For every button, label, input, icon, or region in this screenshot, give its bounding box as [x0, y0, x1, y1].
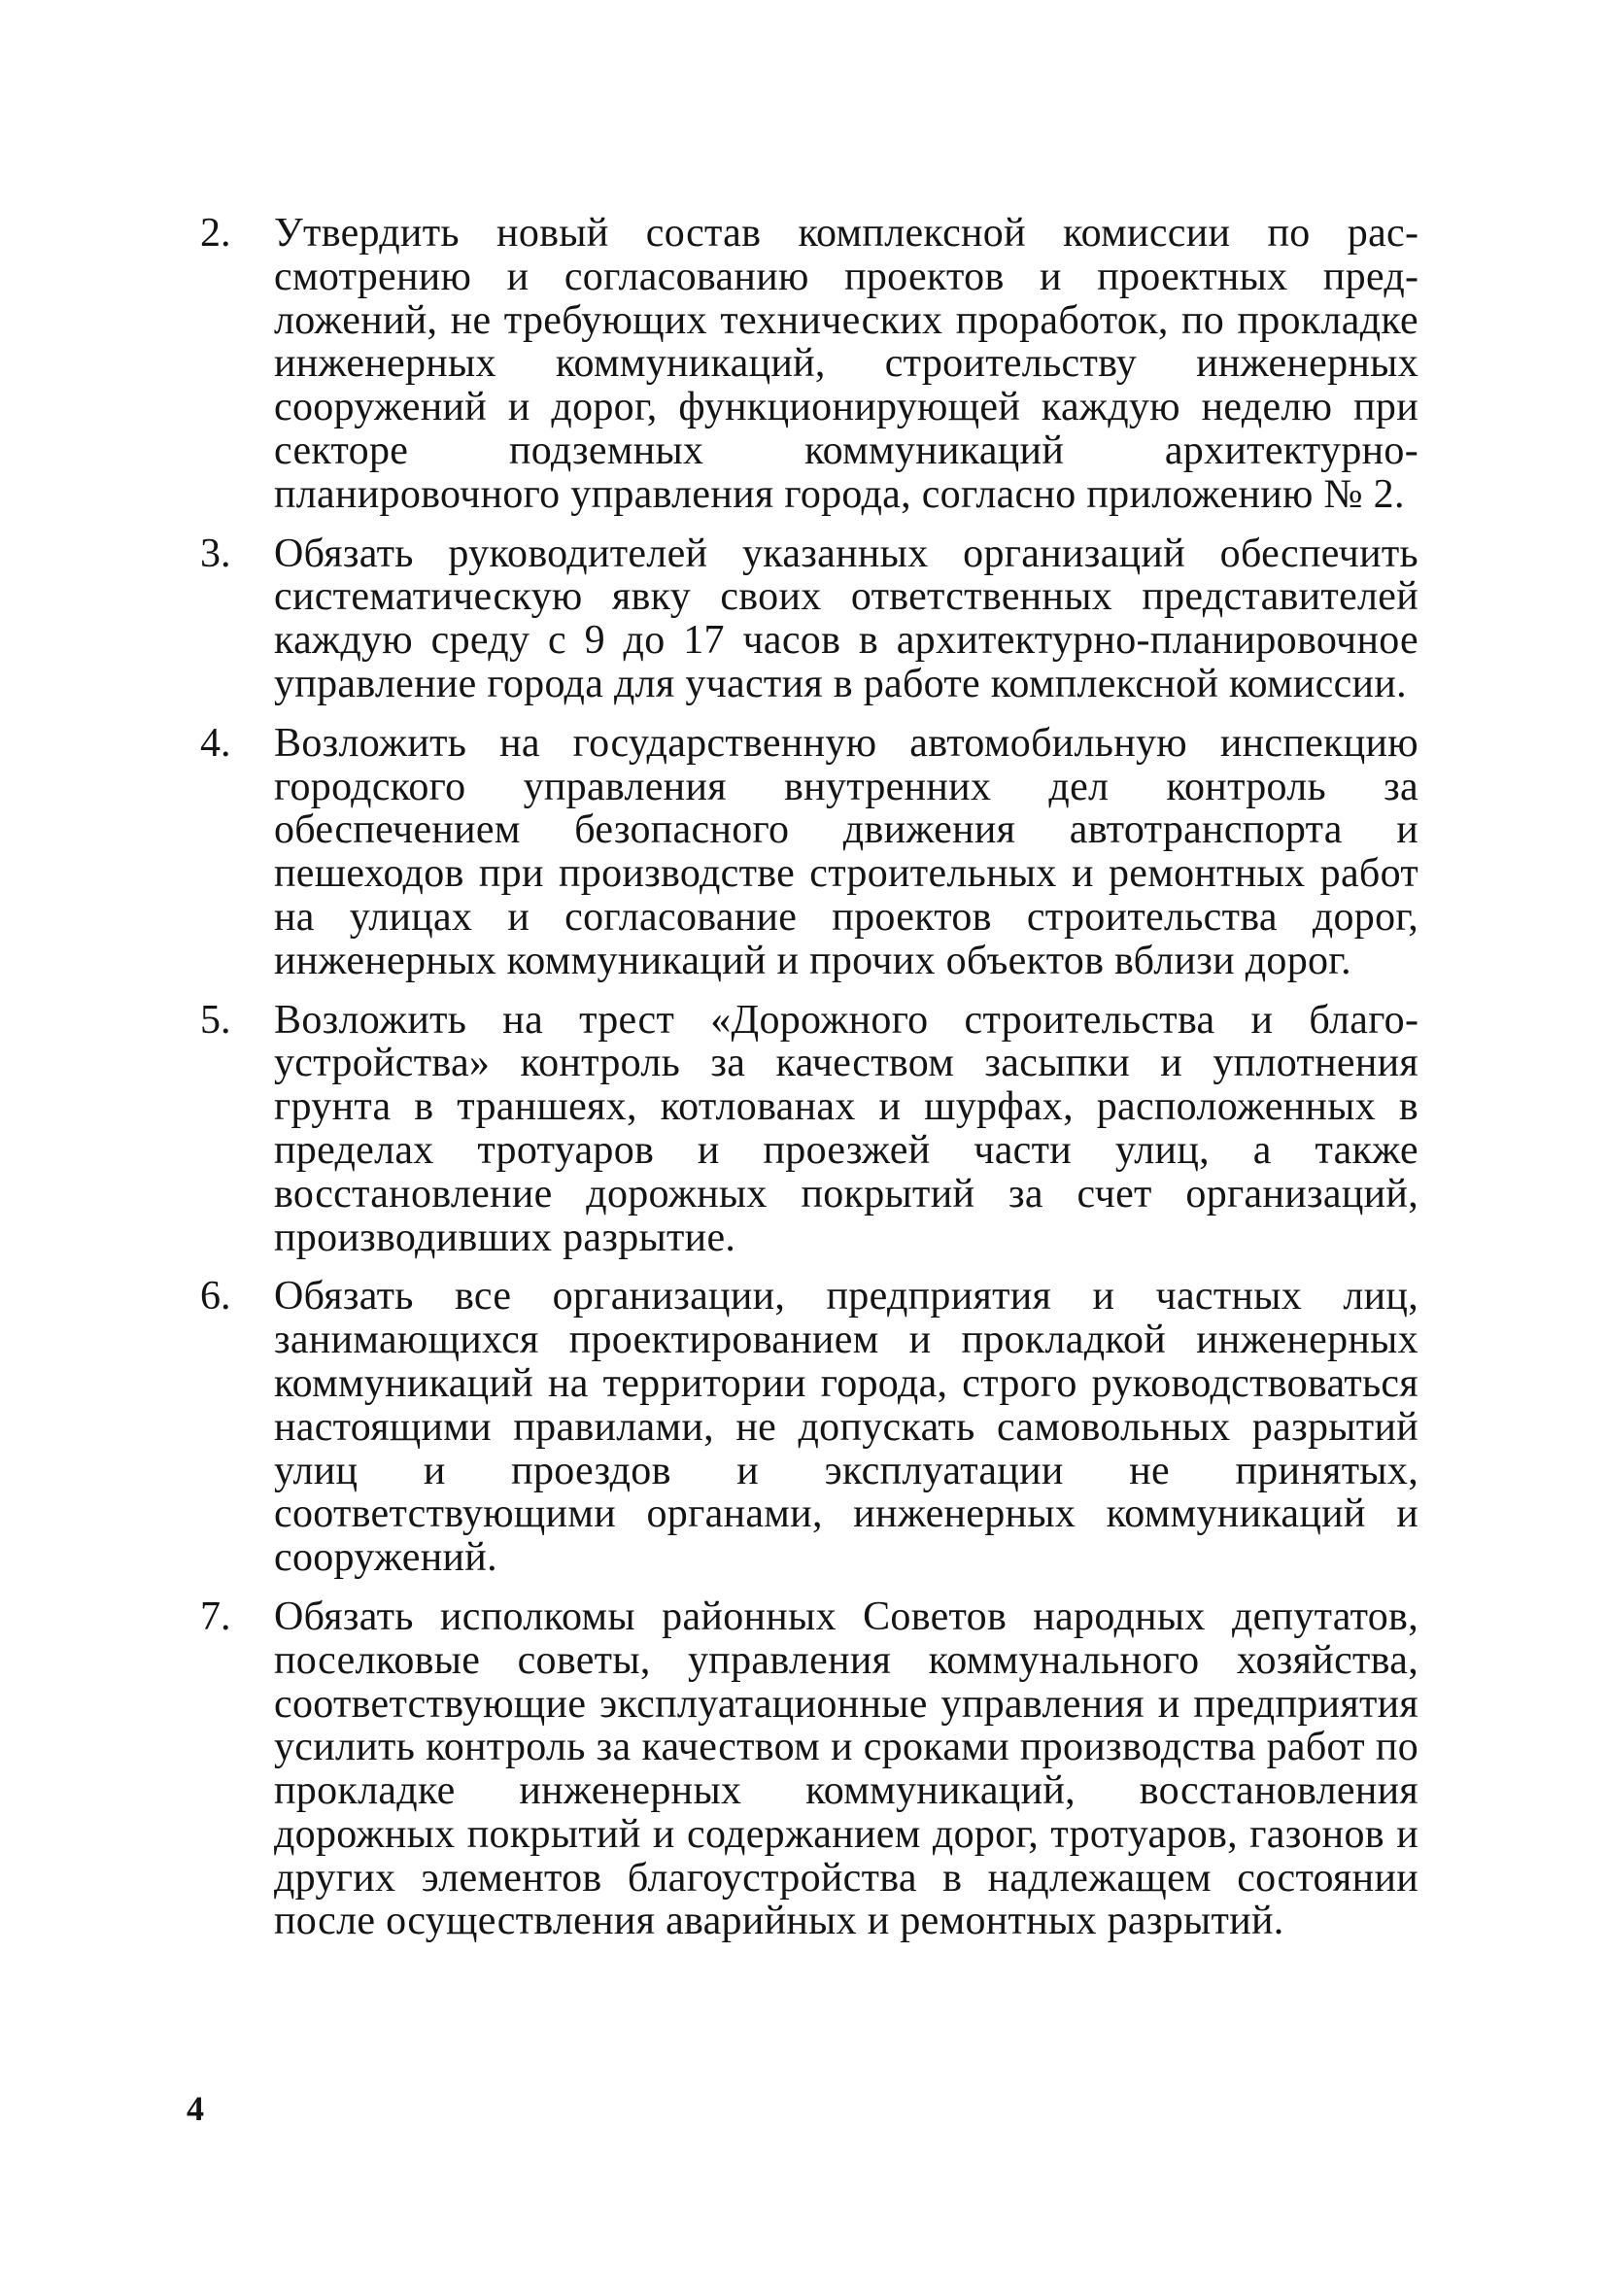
item-text: Обязать все организации, предприятия и частных лиц, занимающихся проектированием и прокладкой инженерных коммуникаций на территории города, строго руководствоваться настоящими правилами, не допускать самовольных разрытий улиц и проездов и эксплуатации не принятых, соответствующими органами, инженерных коммуникаций и сооружений. [274, 1274, 1418, 1581]
page-number: 4 [187, 2089, 204, 2128]
numbered-list [194, 212, 1418, 1959]
item-number: 3. [200, 531, 231, 576]
item-number: 4. [200, 720, 231, 766]
list-item-3 [194, 532, 1418, 706]
item-number: 5. [200, 997, 231, 1043]
list-item-5 [194, 999, 1418, 1260]
item-number: 6. [200, 1274, 231, 1319]
item-text: Возложить на государственную автомобильную инспекцию городского управления внутренних дел контроль за обеспечением безопасного движения автотранспорта и пешеходов при производстве строительных и ремонтных работ на улицах и согласование проектов строительства дорог, инженерных коммуникаций и прочих объектов вблизи дорог. [274, 720, 1418, 983]
item-text: Возложить на трест «Дорожного строительства и благоустройства» контроль за качеством засыпки и уплотнения грунта в траншеях, котлованах и шурфах, расположенных в пределах тротуаров и проезжей части улиц, а также восстановление дорожных покрытий за счет организаций, производивших разрытие. [274, 997, 1418, 1260]
item-text: Обязать исполкомы районных Советов народных депутатов, поселковые советы, управления коммунального хозяйства, соответствующие эксплуатационные управления и предприятия усилить контроль за качеством и сроками производства работ по прокладке инженерных коммуникаций, восстановления дорожных покрытий и содержанием дорог, тротуаров, газонов и других элементов благоустройства в надлежащем состоянии после осуществления аварийных и ремонтных разрытий. [274, 1593, 1418, 1944]
item-text: Обязать руководителей указанных организаций обеспечить систематическую явку своих ответственных представителей каждую среду с 9 до 17 часов в архитектурно-планировочное управление города для участия в работе комплексной комиссии. [274, 531, 1418, 706]
item-number: 2. [200, 211, 231, 256]
list-item-4 [194, 722, 1418, 983]
list-item-2 [194, 212, 1418, 517]
list-item-7 [194, 1595, 1418, 1943]
item-number: 7. [200, 1593, 231, 1639]
item-text: Утвердить новый состав комплексной комиссии по рассмотрению и согласованию проектов и проектных предложений, не требующих технических проработок, по прокладке инженерных коммуникаций, строительству инженерных сооружений и дорог, функционирующей каждую неделю при секторе подземных коммуникаций архитектурно-планировочного управления города, согласно приложению № 2. [274, 211, 1418, 517]
list-item-6 [194, 1275, 1418, 1580]
